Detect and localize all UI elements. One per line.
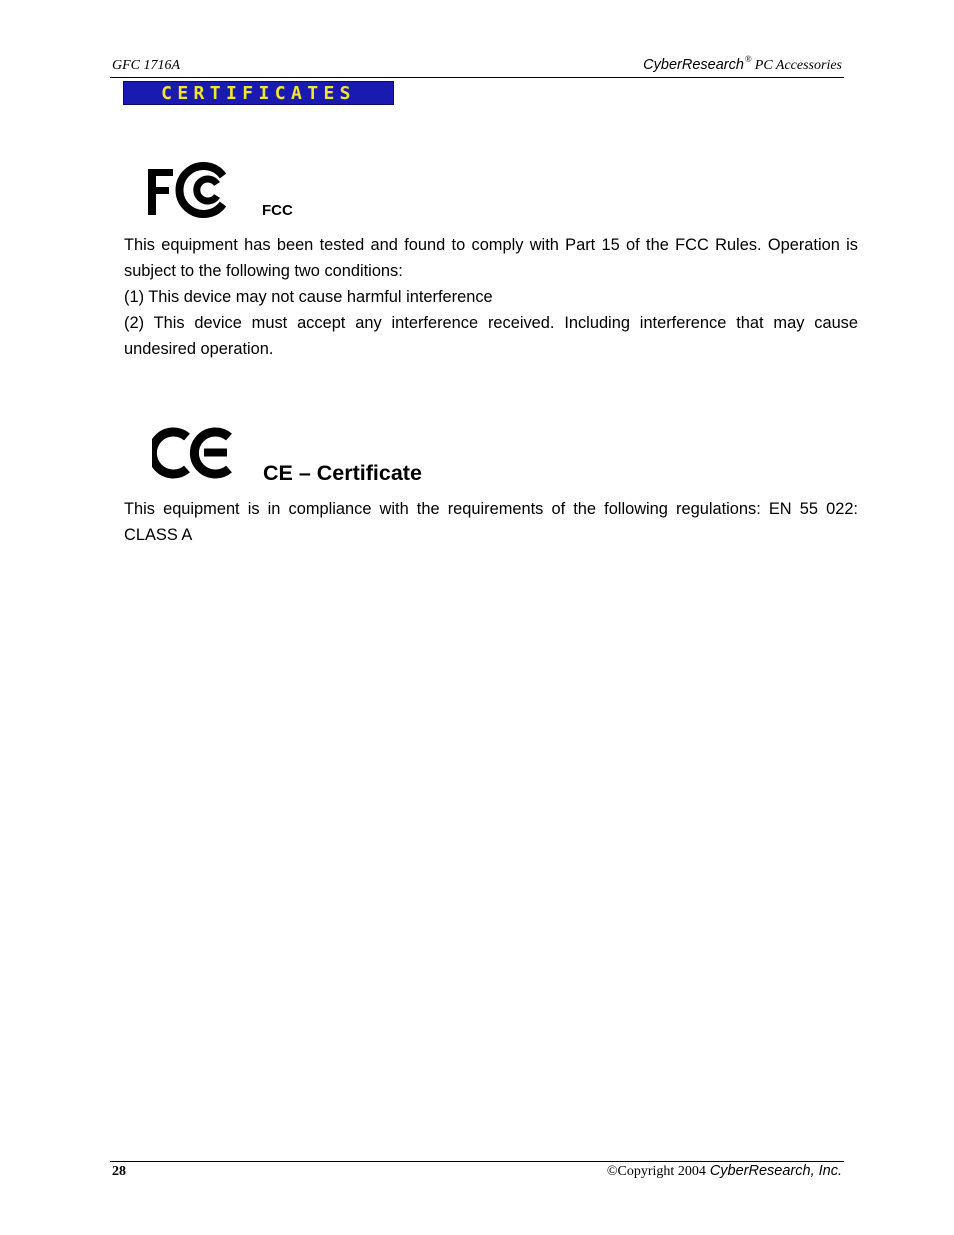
ce-certificate-title: CE – Certificate (263, 461, 422, 485)
header-brand: CyberResearch (643, 57, 744, 73)
header-product-line: PC Accessories (754, 58, 842, 73)
fcc-label: FCC (262, 202, 293, 219)
footer-copyright: ©Copyright 2004 (606, 1164, 706, 1179)
fcc-condition-1: (1) This device may not cause harmful interference (124, 288, 493, 306)
footer-company: CyberResearch, Inc. (709, 1163, 842, 1179)
header-model: GFC 1716A (112, 58, 181, 73)
certificates-banner-text: CERTIFICATES (161, 83, 356, 104)
footer-rule (110, 1161, 844, 1162)
fcc-logo-icon (143, 160, 229, 218)
fcc-condition-2: (2) This device must accept any interference received. Including interference that may cause undesired operation. (124, 314, 858, 359)
ce-mark-icon (152, 425, 234, 481)
registered-mark: ® (744, 54, 752, 64)
header-brand-line (643, 54, 842, 74)
footer-copyright-line (607, 1163, 842, 1180)
page-number: 28 (112, 1164, 126, 1179)
header-rule (110, 77, 844, 78)
certificates-banner (123, 81, 394, 105)
ce-compliance-paragraph: This equipment is in compliance with the requirements of the following regulations: EN 55 022: CLASS A (124, 500, 858, 545)
fcc-compliance-paragraph: This equipment has been tested and found to comply with Part 15 of the FCC Rules. Operation is subject to the following two conditions: (124, 236, 858, 281)
